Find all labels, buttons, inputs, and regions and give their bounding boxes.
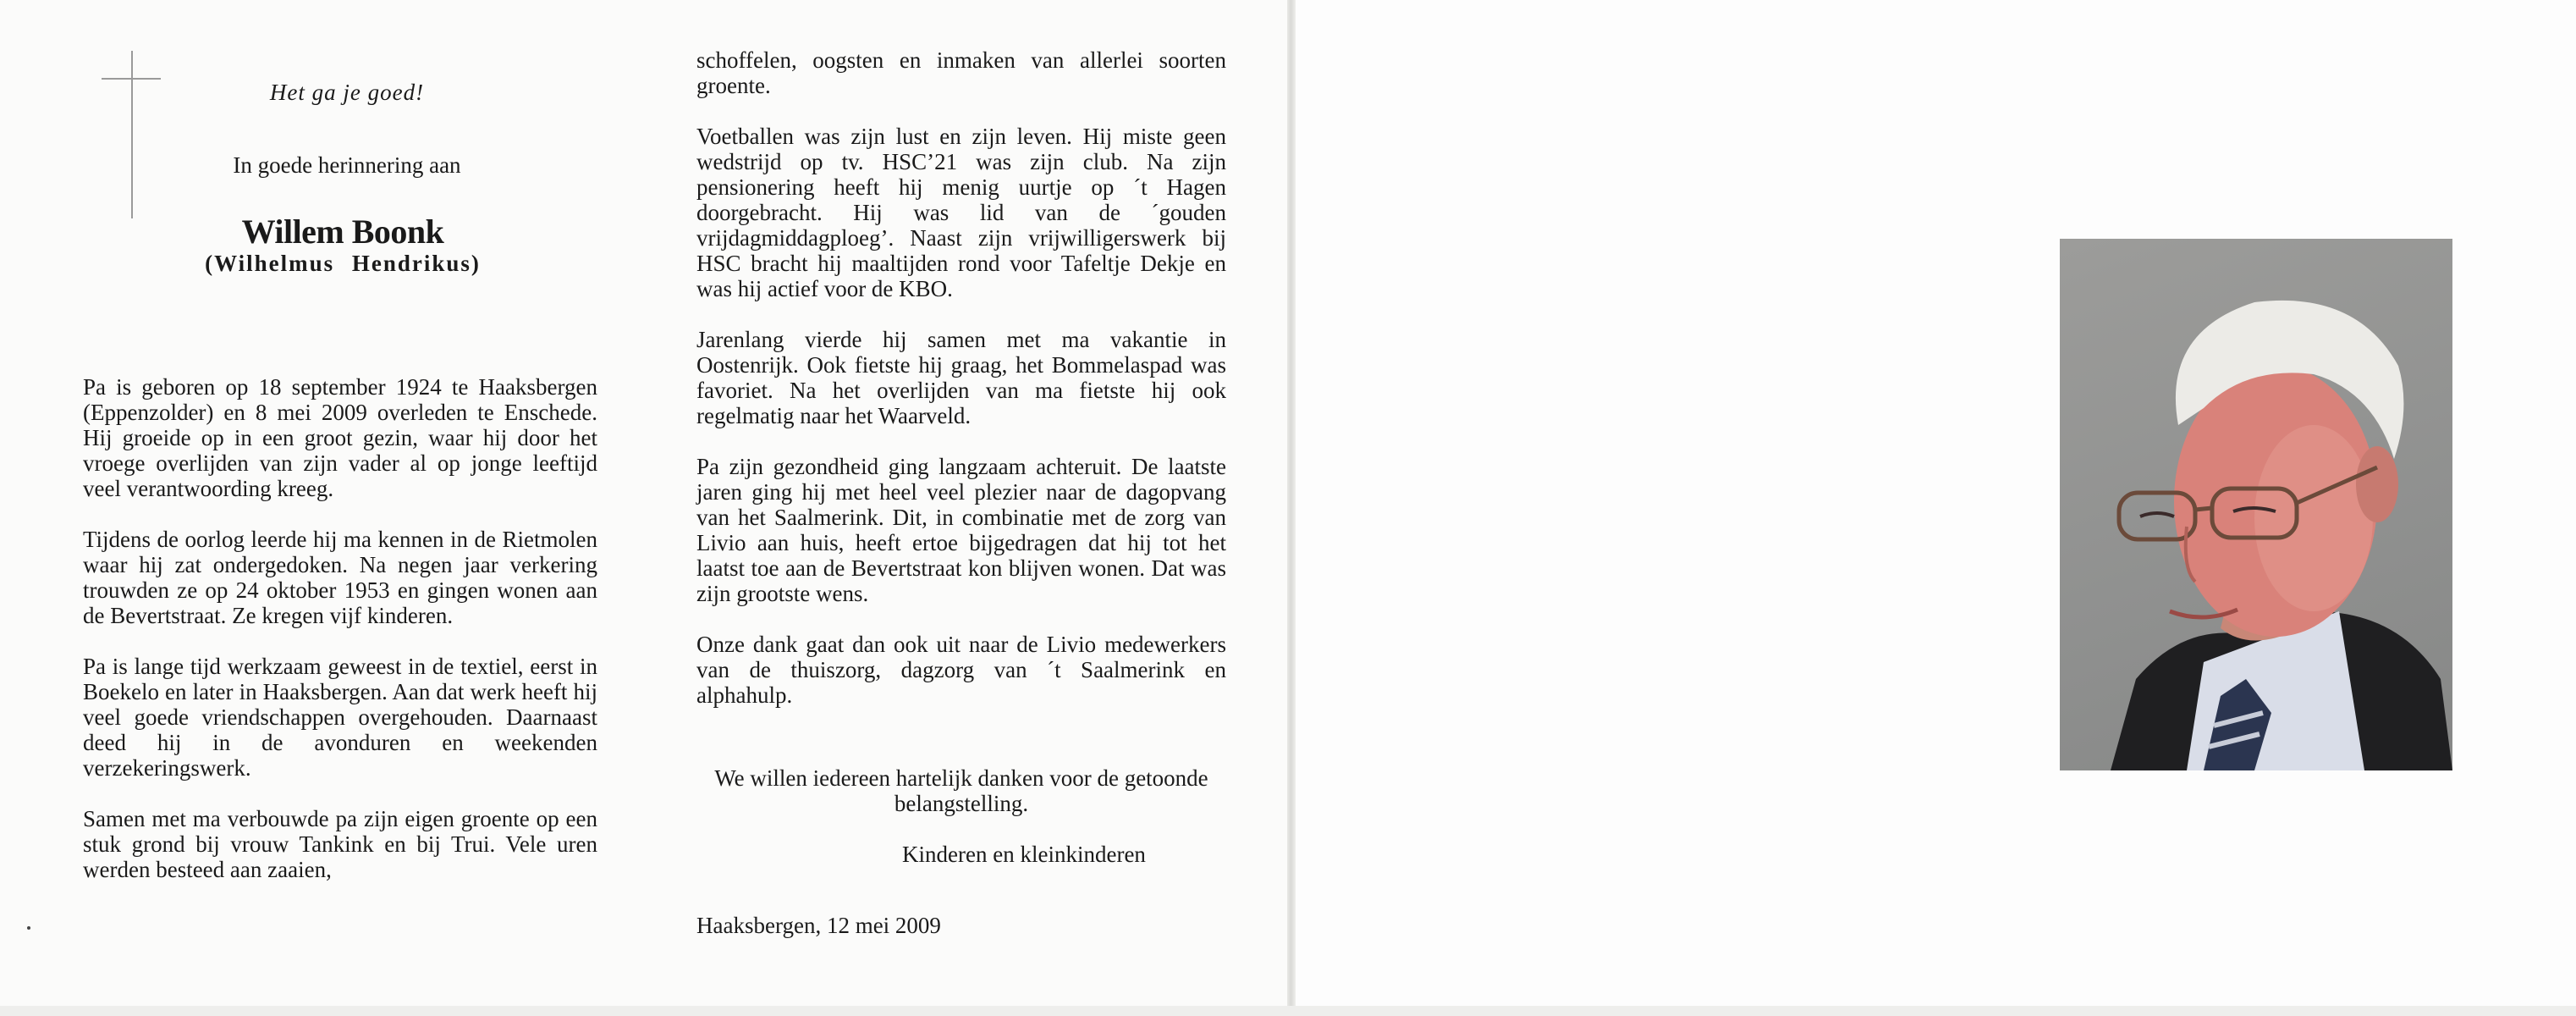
paragraph: Samen met ma verbouwde pa zijn eigen groente op een stuk grond bij vrouw Tankink en bij Trui. Vele uren werden besteed aan zaaien, xyxy=(83,806,597,882)
paragraph: Pa is geboren op 18 september 1924 te Haaksbergen (Eppenzolder) en 8 mei 2009 overleden te Enschede. Hij groeide op in een groot gezin, waar hij door het vroege overlijden van zijn vader al op jonge leeftijd veel verantwoording kreeg. xyxy=(83,374,597,501)
portrait-photo xyxy=(2060,239,2452,770)
cross-icon xyxy=(131,51,133,218)
card-fold xyxy=(1287,0,1296,1016)
paragraph: Onze dank gaat dan ook uit naar de Livio medewerkers van de thuiszorg, dagzorg van ´t Saalmerink en alphahulp. xyxy=(696,632,1226,708)
paragraph: Pa zijn gezondheid ging langzaam achteruit. De laatste jaren ging hij met heel veel plezier naar de dagopvang van het Saalmerink. Dit, in combinatie met de zorg van Livio aan huis, heeft ertoe bijgedragen dat hij tot het laatst toe aan de Bevertstraat kon blijven wonen. Dat was zijn grootste wens. xyxy=(696,454,1226,606)
paper-speck xyxy=(27,926,30,930)
card-bottom-edge xyxy=(0,1006,2576,1016)
cross-icon-bar xyxy=(102,78,161,80)
portrait-illustration xyxy=(2060,239,2452,770)
left-column xyxy=(83,374,597,908)
deceased-full-name: (Wilhelmus Hendrikus) xyxy=(205,251,481,276)
paragraph: Jarenlang vierde hij samen met ma vakantie in Oostenrijk. Ook fietste hij graag, het Bommelaspad was favoriet. Na het overlijden van ma fietste hij ook regelmatig naar het Waarveld. xyxy=(696,327,1226,428)
thanks-text: We willen iedereen hartelijk danken voor de getoonde belangstelling. xyxy=(714,765,1208,816)
paragraph: Tijdens de oorlog leerde hij ma kennen in de Rietmolen waar hij zat ondergedoken. Na negen jaar verkering trouwden ze op 24 oktober 1953 en gingen wonen aan de Bevertstraat. Ze kregen vijf kinderen. xyxy=(83,527,597,628)
paragraph: Voetballen was zijn lust en zijn leven. Hij miste geen wedstrijd op tv. HSC’21 was zijn club. Na zijn pensionering heeft hij menig uurtje op ´t Hagen doorgebracht. Hij was lid van de ´gouden vrijdagmiddagploeg’. Naast zijn vrijwilligerswerk bij HSC bracht hij maaltijden rond voor Tafeltje Dekje en was hij actief voor de KBO. xyxy=(696,124,1226,301)
motto: Het ga je goed! xyxy=(269,80,425,105)
paragraph: Pa is lange tijd werkzaam geweest in de textiel, eerst in Boekelo en later in Haaksbergen. Aan dat werk heeft hij veel goede vriendschappen overgehouden. Daarnaast deed hij in de avonduren en weekenden verzekeringswerk. xyxy=(83,654,597,781)
signature: Kinderen en kleinkinderen xyxy=(902,842,1146,867)
place-date: Haaksbergen, 12 mei 2009 xyxy=(696,913,941,938)
deceased-name: Willem Boonk xyxy=(241,213,444,251)
paragraph: schoffelen, oogsten en inmaken van allerlei soorten groente. xyxy=(696,47,1226,98)
intro-text: In goede herinnering aan xyxy=(233,152,461,178)
right-column xyxy=(696,47,1226,733)
